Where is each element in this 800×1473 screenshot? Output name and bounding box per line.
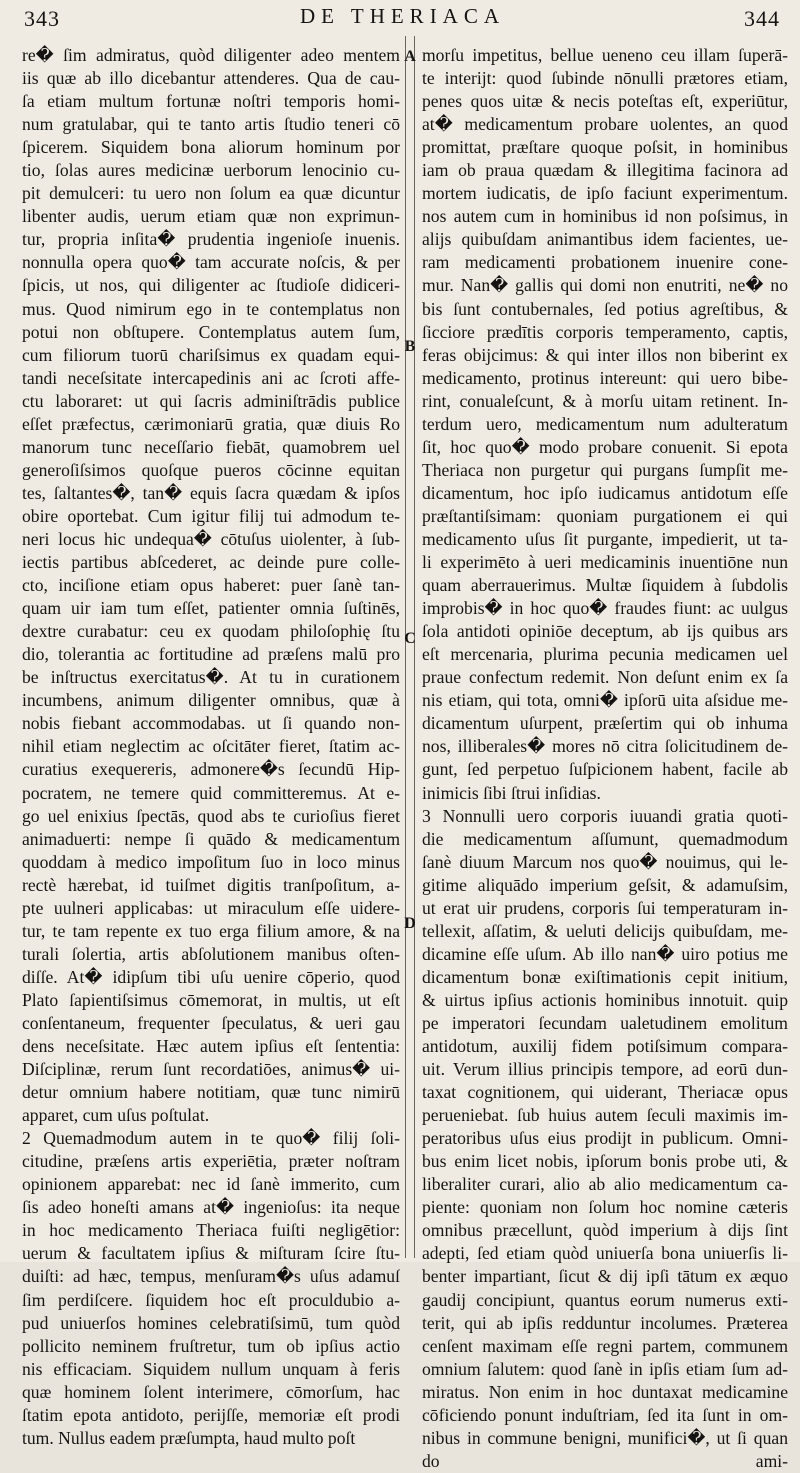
text-line: pe imperatori ſecundam ualetudinem emolitum (422, 1012, 788, 1033)
text-line: rectè hærebat, id tuiſmet digitis tranſpoſitum, a- (22, 874, 400, 895)
text-line: tum. Nullus eadem præſumpta, haud multo poſt (22, 1427, 356, 1448)
page-number-right: 344 (744, 6, 780, 31)
text-line: ſicciore prædītis corporis temperamento, captis, (422, 321, 788, 342)
text-line: gitime aliquādo imperium geſsit, & adamuſsim, (422, 874, 788, 895)
text-line: curatius exequereris, admonere�s ſecundū Hip- (22, 759, 400, 780)
text-line: generoſiſsimos quoſque pueros cōcinne equitan (22, 459, 400, 480)
text-line: perueniebat. ſub huius autem ſeculi maximis im- (422, 1105, 788, 1126)
text-line: do ami- (422, 1450, 788, 1471)
text-line: omnibus præcellunt, quòd imperium à dijs ſint (422, 1220, 788, 1241)
text-line: ut erat uir prudens, corporis ſui temperaturam in- (422, 897, 788, 918)
text-line: manorum tunc neceſſario fiebāt, quamobrem uel (22, 436, 400, 457)
text-line: animaduerti: nempe ſi quādo & medicamentum (22, 828, 400, 849)
text-line: uit. Verum illius principis tempore, ad eorū dun- (422, 1059, 788, 1080)
page-number-left: 343 (24, 6, 60, 31)
text-line: pit demulceri: tu uero non ſolum ea quæ dicuntur (22, 183, 400, 204)
text-line: cto, inciſione etiam opus haberet: puer ſanè tan- (22, 575, 400, 596)
text-line: iam ob praua quædam & illegitima facinora ad (422, 160, 788, 181)
text-line: ctu laboraret: ut qui ſacris adminiſtrādis publice (22, 390, 400, 411)
text-line: pocratem, ne temere quid committeremus. At e- (22, 782, 400, 803)
text-line: tandi neceſsitate intercapedinis ani ac ſcroti affe- (22, 367, 400, 388)
text-line: pte uulneri applicabas: ut miraculum eſſe uidere- (22, 897, 400, 918)
text-line: mur. Nan� gallis qui domi non enutriti, ne� no (422, 275, 788, 296)
text-line: ſpicerem. Siquidem bona aliorum hominum por (22, 137, 400, 158)
text-line: re� ſim admiratus, quòd diligenter adeo mentem (22, 45, 400, 65)
margin-letter-d: D (404, 915, 416, 932)
text-line: Theriaca non purgetur qui purgans ſumpſit me- (422, 459, 788, 480)
text-line: quam aberrauerimus. Multæ ſiquidem à ſubdolis (422, 575, 788, 596)
text-line: dicamentum, hoc ipſo iudicamus antidotum eſſe (422, 482, 788, 503)
text-line: tur, propria inſita� prudentia ingenioſe inuenis. (22, 229, 400, 250)
text-line: pud uniuerſos homines celebratiſsimū, tum quòd (22, 1312, 400, 1333)
text-line: te interijt: quod ſubinde nōnulli prætores etiam, (422, 68, 788, 89)
text-line: dextre curabatur: ceu ex quodam philoſophię ſtu (22, 621, 400, 642)
text-line: go uel enixius ſpectās, quod abs te curioſius fieret (22, 805, 400, 826)
text-line: gaudij concipiunt, quantus eorum numerus exti- (422, 1289, 788, 1310)
text-line: opinionem apparebat: nec id ſanè immerito, cum (22, 1174, 400, 1195)
text-line: potui non obſtupere. Contemplatus autem ſum, (22, 321, 400, 342)
text-line: benter impartiant, ſicut & dij ipſi tātum ex æquo (422, 1266, 788, 1287)
text-line: dicamentum uſurpent, præſertim qui ob inhuma (422, 713, 788, 734)
text-line: neri locus hic undequa� cōtuſus uiolenter, à ſub- (22, 528, 400, 549)
text-line: quæ hominem ſolent interimere, cōmorſum, hac (22, 1381, 400, 1402)
text-line: uerum & facultatem ipſius & miſturam ſcire ſtu- (22, 1243, 400, 1264)
text-line: detur omnium habere notitiam, quæ tunc nimirū (22, 1082, 400, 1103)
text-line: 3 Nonnulli uero corporis iuuandi gratia quoti- (422, 805, 788, 826)
text-line: nihil etiam neglectim ac oſcitāter fieret, ſtatim ac- (22, 736, 400, 757)
text-line: duiſti: ad hæc, tempus, menſuram�s uſus adamuſ (22, 1266, 400, 1287)
text-line: nis efficaciam. Siquidem nullum unquam à feris (22, 1358, 400, 1379)
text-line: præſtantiſsimam: quoniam purgationem ei qui (422, 505, 788, 526)
text-line: miratus. Non enim in hoc duntaxat medicamine (422, 1381, 788, 1402)
text-line: 2 Quemadmodum autem in te quo� filij ſoli- (22, 1128, 400, 1149)
text-line: obire oportebat. Cum igitur filij tui admodum te- (22, 505, 400, 526)
text-line: tio, ſolas aures medicinæ uerborum lenocinio cu- (22, 160, 400, 181)
text-line: inimicis ſibi ſtrui inſidias. (422, 782, 601, 803)
text-line: morſu impetitus, bellue ueneno ceu illam ſuperā- (422, 45, 788, 65)
text-line: feras obijcimus: & qui inter illos non biberint ex (422, 344, 788, 365)
running-title: DE THERIACA (300, 4, 506, 28)
text-line: apparet, cum uſus poſtulat. (22, 1105, 210, 1126)
text-line: ſola antidoti opiniōe deceptum, ab ijs quibus ars (422, 621, 788, 642)
text-line: num gratulabar, qui te tanto artis ſtudio teneri cō (22, 114, 400, 135)
text-line: nobis fiebant accommodabas. ut ſi quando non- (22, 713, 400, 734)
text-line: citudine, præſens artis experiētia, præter noſtram (22, 1151, 400, 1172)
text-column-left (22, 44, 400, 1450)
text-line: & uirtus ipſius actionis hominibus innotuit. quip (422, 989, 788, 1010)
text-line: promittat, præſtare quoque poſsit, in hominibus (422, 137, 788, 158)
text-line: nos autem cum in hominibus id non poſsimus, in (422, 206, 788, 227)
text-line: in hoc medicamento Theriaca fuiſti negligētior: (22, 1220, 400, 1241)
text-line: liberaliter curari, alio ab alio medicamentum ca- (422, 1174, 788, 1195)
text-line: iis quæ ab illo dicebantur attenderes. Qua de cau- (22, 68, 400, 89)
text-line: alijs quibuſdam animantibus idem facientes, ue- (422, 229, 788, 250)
text-line: Diſciplinæ, rerum ſunt recordatiōes, animus� ui- (22, 1059, 400, 1080)
text-line: cenſent maximam eſſe regni partem, communem (422, 1335, 788, 1356)
text-line: praue confectum redemit. Non deſunt enim ex ſa (422, 667, 788, 688)
text-line: improbis� in hoc quo� fraudes fiunt: ac uulgus (422, 598, 788, 619)
text-line: li experimēto à ueri medicaminis inuentiōne nun (422, 552, 788, 573)
text-line: ſim perdiſcere. ſiquidem hoc eſt proculdubio a- (22, 1289, 400, 1310)
text-line: incumbens, animum diligenter omnibus, quæ à (22, 690, 400, 711)
text-line: ſa etiam multum fortunæ noſtri temporis homi- (22, 91, 400, 112)
text-line: dens neceſsitate. Hæc autem ipſius eſt ſententia: (22, 1036, 400, 1057)
text-line: diſſe. At� idipſum tibi uſu uenire cōperio, quod (22, 966, 400, 987)
text-line: conſentaneum, frequenter ſpeculatus, & ueri gau (22, 1012, 400, 1033)
text-line: nis etiam, qui tota, omni� ipſorū uita aſsidue me- (422, 690, 788, 711)
text-line: dicamentum bonæ exiſtimationis cepit initium, (422, 966, 788, 987)
text-line: Plato ſapientiſsimus cōmemorat, in multis, ut eſt (22, 989, 400, 1010)
text-line: gunt, ſed perpetuo ſuſpicionem habent, facile ab (422, 759, 788, 780)
text-line: terdum uero, medicamentum num adulteratum (422, 413, 788, 434)
text-line: rint, conualeſcunt, & à morſu uitam retinent. In- (422, 390, 788, 411)
text-line: dicamine eſſe uſum. Ab illo nan� uiro potius me (422, 943, 788, 964)
text-line: bis ſunt contubernales, ſed potius agreſtibus, & (422, 298, 788, 319)
text-line: dio, tolerantia ac fortitudine ad præſens malū pro (22, 644, 400, 665)
text-line: cum filiorum tuorū chariſsimus ex quadam equi- (22, 344, 400, 365)
margin-letter-a: A (404, 48, 416, 65)
text-line: nonnulla opera quo� tam accurate noſcis, & per (22, 252, 400, 273)
text-line: taxat cognitionem, qui uiderant, Theriacæ opus (422, 1082, 788, 1103)
text-column-right (422, 44, 788, 1473)
text-line: nibus in commune benigni, munifici�, ut ſi quan (422, 1427, 788, 1448)
text-line: piente: quoniam non ſolum hoc nomine cæteris (422, 1197, 788, 1218)
text-line: peratoribus uſus eius prodijt in publicum. Omni- (422, 1128, 788, 1149)
text-line: turali ſolertia, artis abſolutionem manibus oſten- (22, 943, 400, 964)
text-line: cōficiendo ponunt induſtriam, ſed ita ſunt in om- (422, 1404, 788, 1425)
text-line: ſtatim epota antidoto, perijſſe, memoriæ eſt prodi (22, 1404, 400, 1425)
text-line: ſanè diuum Marcum nos quo� nouimus, qui le- (422, 851, 788, 872)
text-line: medicamento, protinus intereunt: qui uero bibe- (422, 367, 788, 388)
text-line: eſſet præfectus, cærimoniarū gratia, quæ diuis Ro (22, 413, 400, 434)
text-line: tur, te tam repente ex tuo erga filium amore, & na (22, 920, 400, 941)
text-line: eſt mercenaria, plurima pecunia medicamen uel (422, 644, 788, 665)
text-line: bus enim licet nobis, ipſorum bonis probe uti, & (422, 1151, 788, 1172)
text-line: at� medicamentum probare uolentes, an quod (422, 114, 788, 135)
text-line: ſis adeo honeſti amans at� ingenioſus: ita neque (22, 1197, 400, 1218)
text-line: tes, ſaltantes�, tan� equis ſacra quædam & ipſos (22, 482, 400, 503)
text-line: ſpicis, ut nos, qui diligenter ac ſtudioſe didiceri- (22, 275, 400, 296)
text-line: quam uir iam tum eſſet, patienter omnia ſuſtinēs, (22, 598, 400, 619)
text-line: mus. Quod nimirum ego in te contemplatus non (22, 298, 400, 319)
text-line: die medicamentum aſſumunt, quemadmodum (422, 828, 788, 849)
text-line: terit, qui ab ipſis redduntur incolumes. Præterea (422, 1312, 788, 1333)
margin-letter-c: C (404, 630, 416, 647)
margin-letter-b: B (404, 338, 416, 355)
text-line: adepti, ſed etiam quòd uniuerſa bona uniuerſis li- (422, 1243, 788, 1264)
text-line: medicamento uſus ſit purgante, impedierit, ut ta- (422, 528, 788, 549)
text-line: be inſtructus exercitatus�. At tu in curationem (22, 667, 400, 688)
text-line: libenter audis, uerum etiam quæ non exprimun- (22, 206, 400, 227)
text-line: tellexit, aſſatim, & ueluti delicijs quibuſdam, me- (422, 920, 788, 941)
text-line: nos, illiberales� mores nō citra ſolicitudinem de- (422, 736, 788, 757)
text-line: pollicito neminem fruſtretur, tum ob ipſius actio (22, 1335, 400, 1356)
text-line: quoddam à medico impoſitum ſuo in loco minus (22, 851, 400, 872)
text-line: ſit, hoc quo� modo probare conuenit. Si epota (422, 436, 788, 457)
text-line: omnium ſalutem: quod ſanè in ipſis etiam ſum ad- (422, 1358, 788, 1379)
text-line: mortem iudicatis, de ipſo faciunt experimentum. (422, 183, 788, 204)
page-header (0, 0, 800, 40)
text-line: iectis partibus abſcederet, ac deinde pure colle- (22, 552, 400, 573)
text-line: antidotum, auxilij fidem potiſsimum compara- (422, 1036, 788, 1057)
text-line: ram medicamenti probationem inuenire cone- (422, 252, 788, 273)
text-line: penes quos uitæ & necis poteſtas eſt, experiūtur, (422, 91, 788, 112)
